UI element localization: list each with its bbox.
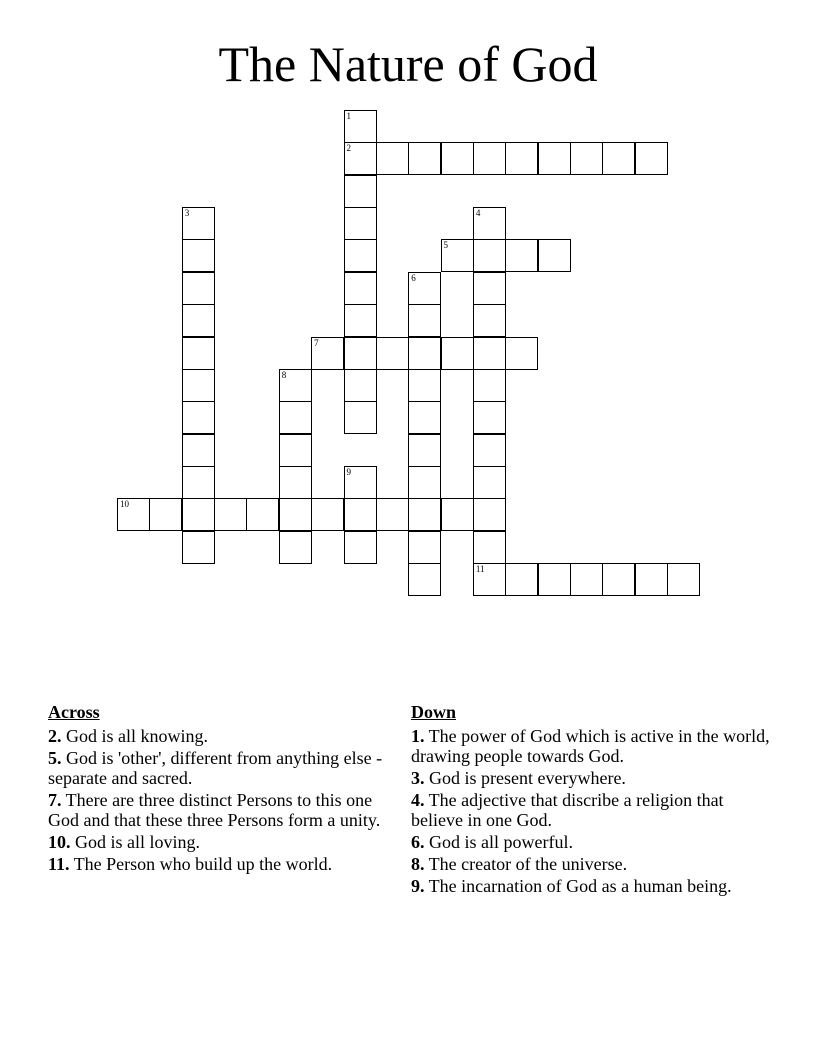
across-clues <box>48 702 398 876</box>
grid-cell[interactable] <box>344 110 377 143</box>
grid-cell[interactable] <box>408 142 441 175</box>
page-title: The Nature of God <box>218 36 598 92</box>
down-clue <box>411 790 771 830</box>
grid-cell[interactable] <box>635 142 668 175</box>
grid-cell[interactable] <box>344 207 377 240</box>
clue-number: 1 <box>346 111 351 121</box>
grid-cell[interactable] <box>441 498 474 531</box>
clue-num: 11. <box>48 854 70 874</box>
grid-cell[interactable] <box>344 239 377 272</box>
down-clues <box>411 702 771 898</box>
grid-cell[interactable] <box>505 563 538 596</box>
grid-cell[interactable] <box>408 304 441 337</box>
grid-cell[interactable] <box>344 337 377 370</box>
clue-num: 3. <box>411 768 425 788</box>
across-clue <box>48 832 398 852</box>
grid-cell[interactable] <box>441 142 474 175</box>
across-clue <box>48 790 398 830</box>
grid-cell[interactable] <box>602 563 635 596</box>
down-clue <box>411 832 771 852</box>
across-clue <box>48 854 398 874</box>
clue-text: God is all loving. <box>70 832 200 852</box>
grid-cell[interactable] <box>344 272 377 305</box>
clue-num: 1. <box>411 726 425 746</box>
grid-cell[interactable] <box>376 337 409 370</box>
grid-cell[interactable] <box>117 498 150 531</box>
clue-number: 9 <box>346 466 351 477</box>
clue-num: 7. <box>48 790 62 810</box>
grid-cell[interactable] <box>311 337 344 370</box>
grid-cell[interactable] <box>376 498 409 531</box>
clue-number: 6 <box>411 272 416 283</box>
clue-number: 11 <box>475 563 485 574</box>
grid-cell[interactable] <box>473 434 506 467</box>
grid-cell[interactable] <box>344 142 377 175</box>
clue-num: 8. <box>411 854 425 874</box>
across-clue <box>48 726 398 746</box>
grid-cell[interactable] <box>182 337 215 370</box>
across-heading: Across <box>48 702 100 722</box>
clue-text: God is present everywhere. <box>424 768 626 788</box>
clue-text: God is all knowing. <box>61 726 208 746</box>
grid-cell[interactable] <box>473 239 506 272</box>
clue-num: 5. <box>48 748 62 768</box>
grid-cell[interactable] <box>344 304 377 337</box>
clue-text: God is 'other', different from anything else - separate and sacred. <box>48 748 383 788</box>
clue-num: 6. <box>411 832 425 852</box>
grid-cell[interactable] <box>505 239 538 272</box>
grid-cell[interactable] <box>344 531 377 564</box>
down-clue <box>411 876 771 896</box>
grid-cell[interactable] <box>182 434 215 467</box>
grid-cell[interactable] <box>408 272 441 305</box>
grid-cell[interactable] <box>344 401 377 434</box>
grid-cell[interactable] <box>441 239 474 272</box>
grid-cell[interactable] <box>473 531 506 564</box>
clue-text: The power of God which is active in the world, drawing people towards God. <box>411 726 770 766</box>
grid-cell[interactable] <box>538 563 571 596</box>
grid-cell[interactable] <box>473 207 506 240</box>
down-clue <box>411 726 771 766</box>
grid-cell[interactable] <box>344 466 377 499</box>
grid-cell[interactable] <box>182 401 215 434</box>
grid-cell[interactable] <box>344 498 377 531</box>
clue-text: God is all powerful. <box>424 832 573 852</box>
clue-number: 4 <box>475 208 481 219</box>
grid-cell[interactable] <box>408 466 441 499</box>
grid-cell[interactable] <box>182 304 215 337</box>
grid-cell[interactable] <box>473 304 506 337</box>
clue-number: 7 <box>314 337 319 348</box>
down-clue <box>411 854 771 874</box>
grid-cell[interactable] <box>408 434 441 467</box>
clue-text: There are three distinct Persons to this one God and that these three Persons form a unity. <box>48 790 381 830</box>
grid-cell[interactable] <box>408 369 441 402</box>
grid-cell[interactable] <box>408 401 441 434</box>
grid-cell[interactable] <box>344 175 377 208</box>
grid-cell[interactable] <box>182 498 215 531</box>
grid-cell[interactable] <box>473 466 506 499</box>
grid-cell[interactable] <box>344 369 377 402</box>
grid-cell[interactable] <box>570 563 603 596</box>
clue-text: The adjective that discribe a religion that believe in one God. <box>411 790 724 830</box>
grid-cell[interactable] <box>149 498 182 531</box>
grid-cell[interactable] <box>473 369 506 402</box>
grid-cell[interactable] <box>182 531 215 564</box>
grid-cell[interactable] <box>570 142 603 175</box>
grid-cell[interactable] <box>182 239 215 272</box>
clue-number: 3 <box>184 208 190 219</box>
clue-number: 10 <box>120 499 129 510</box>
grid-cell[interactable] <box>246 498 279 531</box>
clue-text: The Person who build up the world. <box>69 854 333 874</box>
grid-cell[interactable] <box>473 401 506 434</box>
grid-cell[interactable] <box>473 337 506 370</box>
grid-cell[interactable] <box>279 531 312 564</box>
grid-cell[interactable] <box>635 563 668 596</box>
grid-cell[interactable] <box>505 142 538 175</box>
clue-text: The creator of the universe. <box>424 854 628 874</box>
grid-cell[interactable] <box>182 369 215 402</box>
grid-cell[interactable] <box>538 142 571 175</box>
clue-num: 9. <box>411 876 425 896</box>
grid-cell[interactable] <box>214 498 247 531</box>
grid-cell[interactable] <box>473 498 506 531</box>
grid-cell[interactable] <box>182 207 215 240</box>
grid-cell[interactable] <box>311 498 344 531</box>
grid-cell[interactable] <box>279 401 312 434</box>
clue-text: The incarnation of God as a human being. <box>424 876 732 896</box>
grid-cell[interactable] <box>473 142 506 175</box>
grid-cell[interactable] <box>279 434 312 467</box>
grid-cell[interactable] <box>473 272 506 305</box>
grid-cell[interactable] <box>408 337 441 370</box>
clue-num: 10. <box>48 832 71 852</box>
grid-cell[interactable] <box>182 466 215 499</box>
across-clue <box>48 748 398 788</box>
grid-cell[interactable] <box>473 563 506 596</box>
grid-cell[interactable] <box>279 369 312 402</box>
clue-number: 8 <box>281 369 287 380</box>
down-clue <box>411 768 771 788</box>
grid-cell[interactable] <box>667 563 700 596</box>
grid-cell[interactable] <box>538 239 571 272</box>
clue-number: 2 <box>346 143 351 154</box>
grid-cell[interactable] <box>441 337 474 370</box>
grid-cell[interactable] <box>279 466 312 499</box>
grid-cell[interactable] <box>408 498 441 531</box>
grid-cell[interactable] <box>408 563 441 596</box>
grid-cell[interactable] <box>279 498 312 531</box>
grid-cell[interactable] <box>505 337 538 370</box>
grid-cell[interactable] <box>408 531 441 564</box>
down-heading: Down <box>411 702 457 722</box>
grid-cell[interactable] <box>376 142 409 175</box>
clue-number: 5 <box>443 240 448 251</box>
clue-num: 4. <box>411 790 425 810</box>
grid-cell[interactable] <box>602 142 635 175</box>
grid-cell[interactable] <box>182 272 215 305</box>
clue-num: 2. <box>48 726 62 746</box>
